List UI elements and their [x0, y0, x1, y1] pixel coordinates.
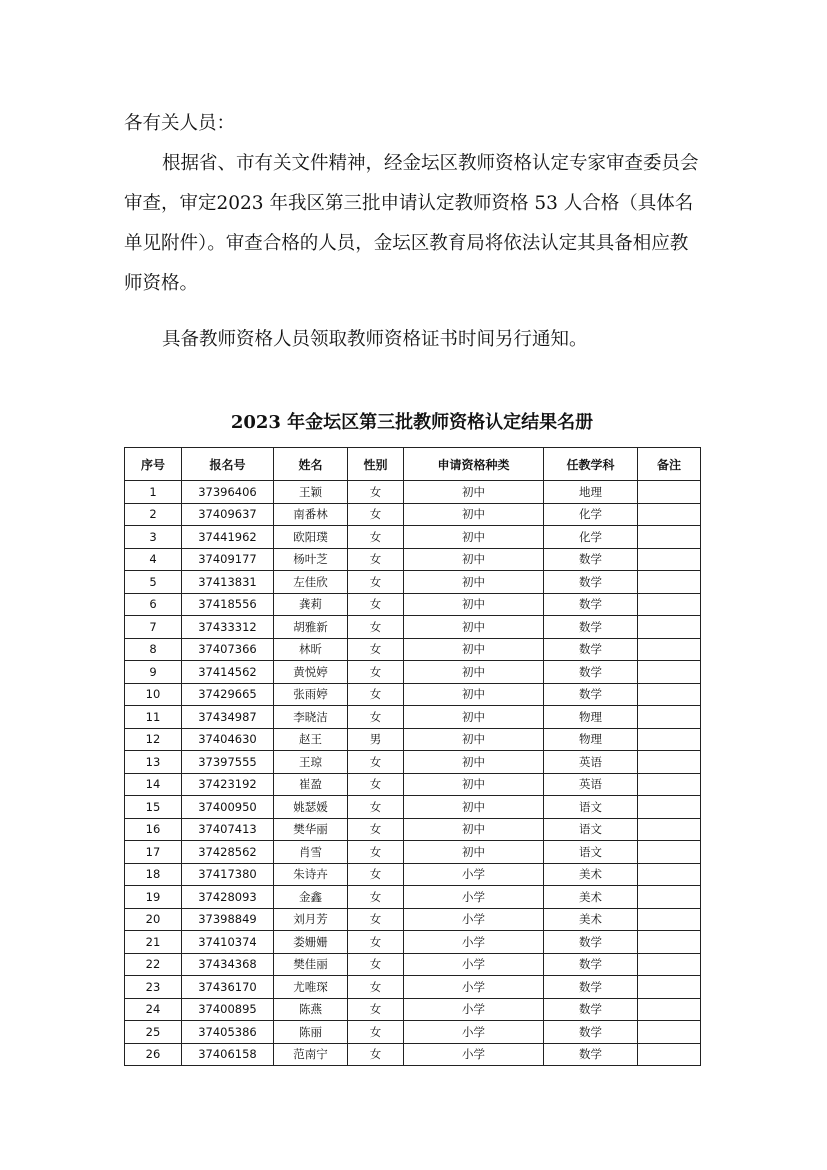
cell-subject: 数学	[544, 616, 638, 639]
cell-subject: 地理	[544, 481, 638, 504]
cell-index: 15	[125, 796, 182, 819]
cell-subject: 数学	[544, 548, 638, 571]
cell-name: 姚瑟媛	[274, 796, 348, 819]
cell-qualification-type: 初中	[404, 593, 544, 616]
cell-remarks	[638, 481, 701, 504]
cell-subject: 英语	[544, 751, 638, 774]
cell-name: 李晓洁	[274, 706, 348, 729]
cell-name: 赵王	[274, 728, 348, 751]
table-row	[125, 503, 701, 526]
cell-gender: 男	[348, 728, 404, 751]
cell-qualification-type: 小学	[404, 1021, 544, 1044]
table-row	[125, 953, 701, 976]
cell-qualification-type: 小学	[404, 998, 544, 1021]
cell-gender: 女	[348, 661, 404, 684]
body-paragraph-1: 根据省、市有关文件精神，经金坛区教师资格认定专家审查委员会审查，审定2023 年我区第三批申请认定教师资格 53 人合格（具体名单见附件）。审查合格的人员，金坛区教育局将依法认定其具备相应教师资格。	[124, 153, 699, 294]
table-row	[125, 908, 701, 931]
cell-index: 4	[125, 548, 182, 571]
cell-registration-no: 37410374	[182, 931, 274, 954]
cell-subject: 语文	[544, 796, 638, 819]
cell-index: 8	[125, 638, 182, 661]
cell-subject: 化学	[544, 503, 638, 526]
cell-registration-no: 37409177	[182, 548, 274, 571]
cell-qualification-type: 初中	[404, 481, 544, 504]
cell-subject: 物理	[544, 706, 638, 729]
cell-index: 18	[125, 863, 182, 886]
cell-name: 张雨婷	[274, 683, 348, 706]
cell-gender: 女	[348, 863, 404, 886]
table-row	[125, 661, 701, 684]
cell-name: 左佳欣	[274, 571, 348, 594]
cell-qualification-type: 初中	[404, 683, 544, 706]
cell-index: 20	[125, 908, 182, 931]
table-row	[125, 976, 701, 999]
cell-subject: 英语	[544, 773, 638, 796]
roster-title: 2023 年金坛区第三批教师资格认定结果名册	[230, 412, 594, 433]
cell-name: 朱诗卉	[274, 863, 348, 886]
cell-index: 3	[125, 526, 182, 549]
cell-index: 21	[125, 931, 182, 954]
cell-gender: 女	[348, 683, 404, 706]
cell-remarks	[638, 751, 701, 774]
cell-qualification-type: 初中	[404, 661, 544, 684]
table-row	[125, 481, 701, 504]
cell-index: 2	[125, 503, 182, 526]
table-row	[125, 616, 701, 639]
cell-name: 陈丽	[274, 1021, 348, 1044]
cell-gender: 女	[348, 1021, 404, 1044]
cell-remarks	[638, 661, 701, 684]
cell-name: 范南宁	[274, 1043, 348, 1066]
cell-index: 10	[125, 683, 182, 706]
cell-gender: 女	[348, 908, 404, 931]
cell-registration-no: 37404630	[182, 728, 274, 751]
table-row	[125, 773, 701, 796]
cell-qualification-type: 初中	[404, 571, 544, 594]
cell-registration-no: 37409637	[182, 503, 274, 526]
cell-registration-no: 37396406	[182, 481, 274, 504]
cell-gender: 女	[348, 886, 404, 909]
table-row	[125, 571, 701, 594]
cell-index: 7	[125, 616, 182, 639]
table-row	[125, 863, 701, 886]
cell-gender: 女	[348, 616, 404, 639]
cell-index: 1	[125, 481, 182, 504]
cell-subject: 数学	[544, 638, 638, 661]
cell-registration-no: 37436170	[182, 976, 274, 999]
cell-gender: 女	[348, 526, 404, 549]
table-row	[125, 638, 701, 661]
cell-gender: 女	[348, 593, 404, 616]
cell-registration-no: 37407413	[182, 818, 274, 841]
cell-registration-no: 37418556	[182, 593, 274, 616]
cell-registration-no: 37434987	[182, 706, 274, 729]
cell-index: 16	[125, 818, 182, 841]
header-registration-no: 报名号	[182, 448, 274, 481]
cell-remarks	[638, 728, 701, 751]
cell-name: 娄姗姗	[274, 931, 348, 954]
cell-remarks	[638, 796, 701, 819]
table-row	[125, 998, 701, 1021]
header-qualification-type: 申请资格种类	[404, 448, 544, 481]
cell-subject: 美术	[544, 863, 638, 886]
cell-subject: 数学	[544, 683, 638, 706]
cell-qualification-type: 小学	[404, 976, 544, 999]
cell-index: 23	[125, 976, 182, 999]
cell-gender: 女	[348, 706, 404, 729]
cell-qualification-type: 初中	[404, 503, 544, 526]
table-row	[125, 1043, 701, 1066]
cell-index: 5	[125, 571, 182, 594]
table-row	[125, 526, 701, 549]
cell-index: 25	[125, 1021, 182, 1044]
cell-index: 11	[125, 706, 182, 729]
cell-subject: 语文	[544, 818, 638, 841]
cell-gender: 女	[348, 796, 404, 819]
cell-qualification-type: 初中	[404, 548, 544, 571]
cell-remarks	[638, 886, 701, 909]
cell-gender: 女	[348, 1043, 404, 1066]
cell-name: 尤唯琛	[274, 976, 348, 999]
table-row	[125, 706, 701, 729]
cell-remarks	[638, 863, 701, 886]
cell-qualification-type: 小学	[404, 953, 544, 976]
cell-registration-no: 37428562	[182, 841, 274, 864]
cell-name: 龚莉	[274, 593, 348, 616]
cell-name: 王琼	[274, 751, 348, 774]
roster-body	[125, 481, 701, 1066]
cell-registration-no: 37414562	[182, 661, 274, 684]
cell-name: 南番林	[274, 503, 348, 526]
table-row	[125, 796, 701, 819]
cell-qualification-type: 小学	[404, 1043, 544, 1066]
cell-qualification-type: 小学	[404, 931, 544, 954]
cell-registration-no: 37429665	[182, 683, 274, 706]
cell-registration-no: 37397555	[182, 751, 274, 774]
cell-index: 12	[125, 728, 182, 751]
cell-index: 24	[125, 998, 182, 1021]
cell-subject: 化学	[544, 526, 638, 549]
table-header-row	[125, 448, 701, 481]
cell-index: 19	[125, 886, 182, 909]
cell-registration-no: 37417380	[182, 863, 274, 886]
cell-name: 陈燕	[274, 998, 348, 1021]
cell-subject: 美术	[544, 908, 638, 931]
body-paragraph-2: 具备教师资格人员领取教师资格证书时间另行通知。	[162, 329, 588, 350]
cell-gender: 女	[348, 931, 404, 954]
cell-registration-no: 37405386	[182, 1021, 274, 1044]
cell-remarks	[638, 908, 701, 931]
cell-name: 林昕	[274, 638, 348, 661]
cell-remarks	[638, 841, 701, 864]
cell-remarks	[638, 706, 701, 729]
cell-gender: 女	[348, 841, 404, 864]
cell-name: 崔盈	[274, 773, 348, 796]
cell-qualification-type: 初中	[404, 728, 544, 751]
table-row	[125, 593, 701, 616]
table-row	[125, 1021, 701, 1044]
header-gender: 性别	[348, 448, 404, 481]
cell-remarks	[638, 998, 701, 1021]
cell-registration-no: 37434368	[182, 953, 274, 976]
cell-qualification-type: 初中	[404, 706, 544, 729]
cell-remarks	[638, 818, 701, 841]
table-row	[125, 683, 701, 706]
cell-subject: 数学	[544, 976, 638, 999]
cell-index: 6	[125, 593, 182, 616]
cell-index: 17	[125, 841, 182, 864]
cell-qualification-type: 小学	[404, 908, 544, 931]
cell-gender: 女	[348, 773, 404, 796]
cell-registration-no: 37400895	[182, 998, 274, 1021]
cell-subject: 数学	[544, 571, 638, 594]
cell-remarks	[638, 616, 701, 639]
cell-registration-no: 37413831	[182, 571, 274, 594]
table-row	[125, 548, 701, 571]
cell-name: 刘月芳	[274, 908, 348, 931]
cell-qualification-type: 初中	[404, 751, 544, 774]
cell-remarks	[638, 526, 701, 549]
table-row	[125, 931, 701, 954]
cell-registration-no: 37407366	[182, 638, 274, 661]
cell-gender: 女	[348, 818, 404, 841]
table-row	[125, 886, 701, 909]
cell-subject: 数学	[544, 661, 638, 684]
cell-gender: 女	[348, 998, 404, 1021]
header-index: 序号	[125, 448, 182, 481]
cell-subject: 数学	[544, 1043, 638, 1066]
cell-index: 9	[125, 661, 182, 684]
cell-name: 樊佳丽	[274, 953, 348, 976]
cell-subject: 数学	[544, 593, 638, 616]
cell-gender: 女	[348, 481, 404, 504]
cell-remarks	[638, 683, 701, 706]
cell-qualification-type: 小学	[404, 863, 544, 886]
cell-registration-no: 37406158	[182, 1043, 274, 1066]
table-row	[125, 728, 701, 751]
header-subject: 任教学科	[544, 448, 638, 481]
cell-gender: 女	[348, 638, 404, 661]
cell-remarks	[638, 638, 701, 661]
greeting: 各有关人员：	[124, 113, 236, 134]
header-remarks: 备注	[638, 448, 701, 481]
cell-index: 22	[125, 953, 182, 976]
cell-gender: 女	[348, 548, 404, 571]
cell-qualification-type: 初中	[404, 818, 544, 841]
cell-registration-no: 37441962	[182, 526, 274, 549]
cell-name: 黄悦婷	[274, 661, 348, 684]
table-row	[125, 751, 701, 774]
cell-registration-no: 37428093	[182, 886, 274, 909]
cell-subject: 数学	[544, 998, 638, 1021]
cell-remarks	[638, 548, 701, 571]
cell-gender: 女	[348, 571, 404, 594]
cell-remarks	[638, 503, 701, 526]
cell-index: 26	[125, 1043, 182, 1066]
cell-qualification-type: 初中	[404, 526, 544, 549]
cell-remarks	[638, 976, 701, 999]
table-row	[125, 841, 701, 864]
cell-qualification-type: 初中	[404, 638, 544, 661]
cell-qualification-type: 初中	[404, 841, 544, 864]
cell-name: 欧阳璞	[274, 526, 348, 549]
cell-name: 肖雪	[274, 841, 348, 864]
cell-gender: 女	[348, 953, 404, 976]
cell-remarks	[638, 1021, 701, 1044]
cell-registration-no: 37398849	[182, 908, 274, 931]
cell-name: 胡雅新	[274, 616, 348, 639]
cell-subject: 数学	[544, 953, 638, 976]
cell-registration-no: 37423192	[182, 773, 274, 796]
cell-name: 王颖	[274, 481, 348, 504]
cell-qualification-type: 初中	[404, 796, 544, 819]
cell-registration-no: 37400950	[182, 796, 274, 819]
cell-subject: 数学	[544, 931, 638, 954]
cell-name: 樊华丽	[274, 818, 348, 841]
cell-remarks	[638, 931, 701, 954]
cell-index: 14	[125, 773, 182, 796]
cell-gender: 女	[348, 751, 404, 774]
roster-table	[124, 447, 701, 1066]
cell-subject: 物理	[544, 728, 638, 751]
cell-subject: 数学	[544, 1021, 638, 1044]
cell-remarks	[638, 773, 701, 796]
cell-remarks	[638, 953, 701, 976]
cell-qualification-type: 小学	[404, 886, 544, 909]
cell-qualification-type: 初中	[404, 616, 544, 639]
cell-index: 13	[125, 751, 182, 774]
cell-remarks	[638, 571, 701, 594]
cell-subject: 语文	[544, 841, 638, 864]
cell-subject: 美术	[544, 886, 638, 909]
header-name: 姓名	[274, 448, 348, 481]
cell-name: 金鑫	[274, 886, 348, 909]
cell-registration-no: 37433312	[182, 616, 274, 639]
table-row	[125, 818, 701, 841]
cell-remarks	[638, 1043, 701, 1066]
cell-gender: 女	[348, 976, 404, 999]
cell-gender: 女	[348, 503, 404, 526]
cell-remarks	[638, 593, 701, 616]
cell-name: 杨叶芝	[274, 548, 348, 571]
cell-qualification-type: 初中	[404, 773, 544, 796]
